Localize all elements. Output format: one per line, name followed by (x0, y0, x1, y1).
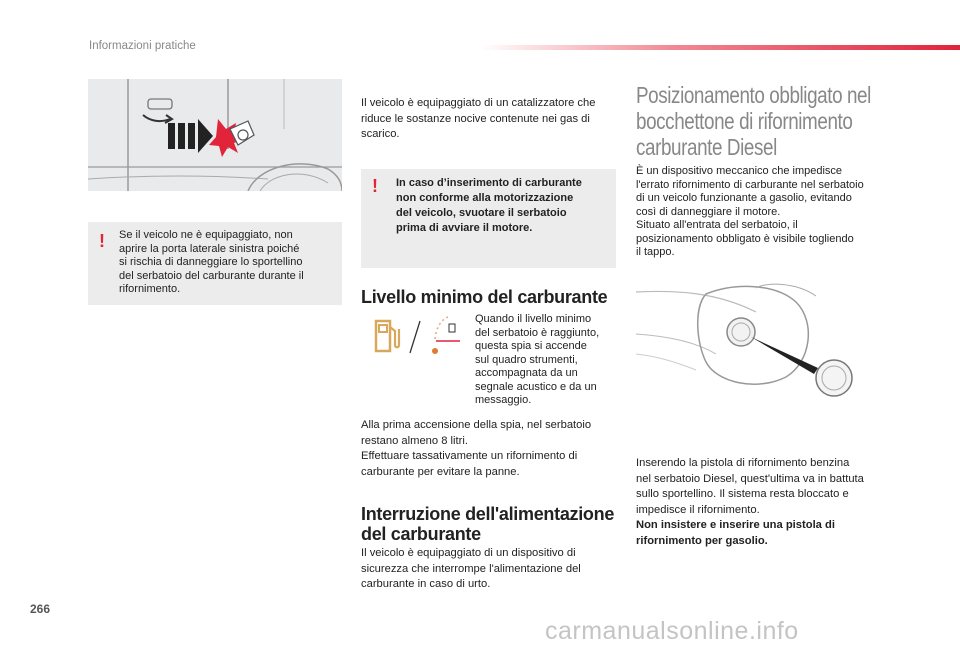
diesel-bottom-bold: Non insistere e inserire una pistola di rifornimento per gasolio. (636, 519, 835, 547)
catalyst-intro-text: Il veicolo è equipaggiato di un catalizzatore che riduce le sostanze nocive contenute nei gas di scarico. (361, 97, 596, 140)
left-warning-box (88, 222, 342, 305)
diesel-bottom-text: Inserendo la pistola di rifornimento benzina nel serbatoio Diesel, quest'ultima va in battuta sullo sportellino. Il sistema resta bloccato e impedisce il rifornimento. (636, 457, 864, 516)
min-level-description: Quando il livello minimo del serbatoio è raggiunto, questa spia si accende sul quadro strumenti, accompagnata da un segnale acustico e da un messaggio. (475, 313, 600, 406)
left-warning-text: Se il veicolo ne è equipaggiato, non aprire la porta laterale sinistra poiché si rischia di danneggiare lo sportellino del serbatoio del carburante durante il rifornimento. (119, 229, 304, 295)
diesel-misfuel-title: Posizionamento obbligato nel bocchettone di rifornimento carburante Diesel (636, 82, 871, 160)
door-fuel-flap-illustration (88, 79, 342, 191)
fuel-warning-lamp-icons (368, 313, 463, 358)
diesel-device-intro: È un dispositivo meccanico che impedisce l'errato rifornimento di carburante nel serbatoio di un veicolo funzionante a gasolio, evitando così di danneggiare il motore. Situato all'entrata del serbatoio, il posizionamento obbligato è visibile togliendo il tappo. (636, 165, 864, 258)
warning-icon: ! (99, 231, 105, 251)
diesel-filler-illustration (636, 282, 890, 402)
fuel-cutoff-title: Interruzione dell'alimentazione del carburante (361, 504, 615, 544)
fuel-cutoff-text: Il veicolo è equipaggiato di un dispositivo di sicurezza che interrompe l'alimentazione del carburante in caso di urto. (361, 547, 581, 590)
fuel-warning-text: In caso d’inserimento di carburante non conforme alla motorizzazione del veicolo, svuotare il serbatoio prima di avviare il motore. (396, 177, 582, 234)
min-level-title: Livello minimo del carburante (361, 287, 608, 307)
warning-icon: ! (372, 176, 378, 196)
fuel-warning-box (361, 169, 616, 268)
page-number: 266 (30, 602, 51, 616)
filler-neck-svg (636, 282, 890, 402)
header-accent-bar (480, 45, 960, 50)
min-level-details: Alla prima accensione della spia, nel serbatoio restano almeno 8 litri. Effettuare tassativamente un rifornimento di carburante per evitare la panne. (361, 419, 592, 478)
door-illustration-svg (88, 79, 342, 191)
fuel-pump-icon (368, 313, 463, 358)
section-title: Informazioni pratiche (89, 40, 196, 52)
watermark: carmanualsonline.info (545, 617, 799, 645)
